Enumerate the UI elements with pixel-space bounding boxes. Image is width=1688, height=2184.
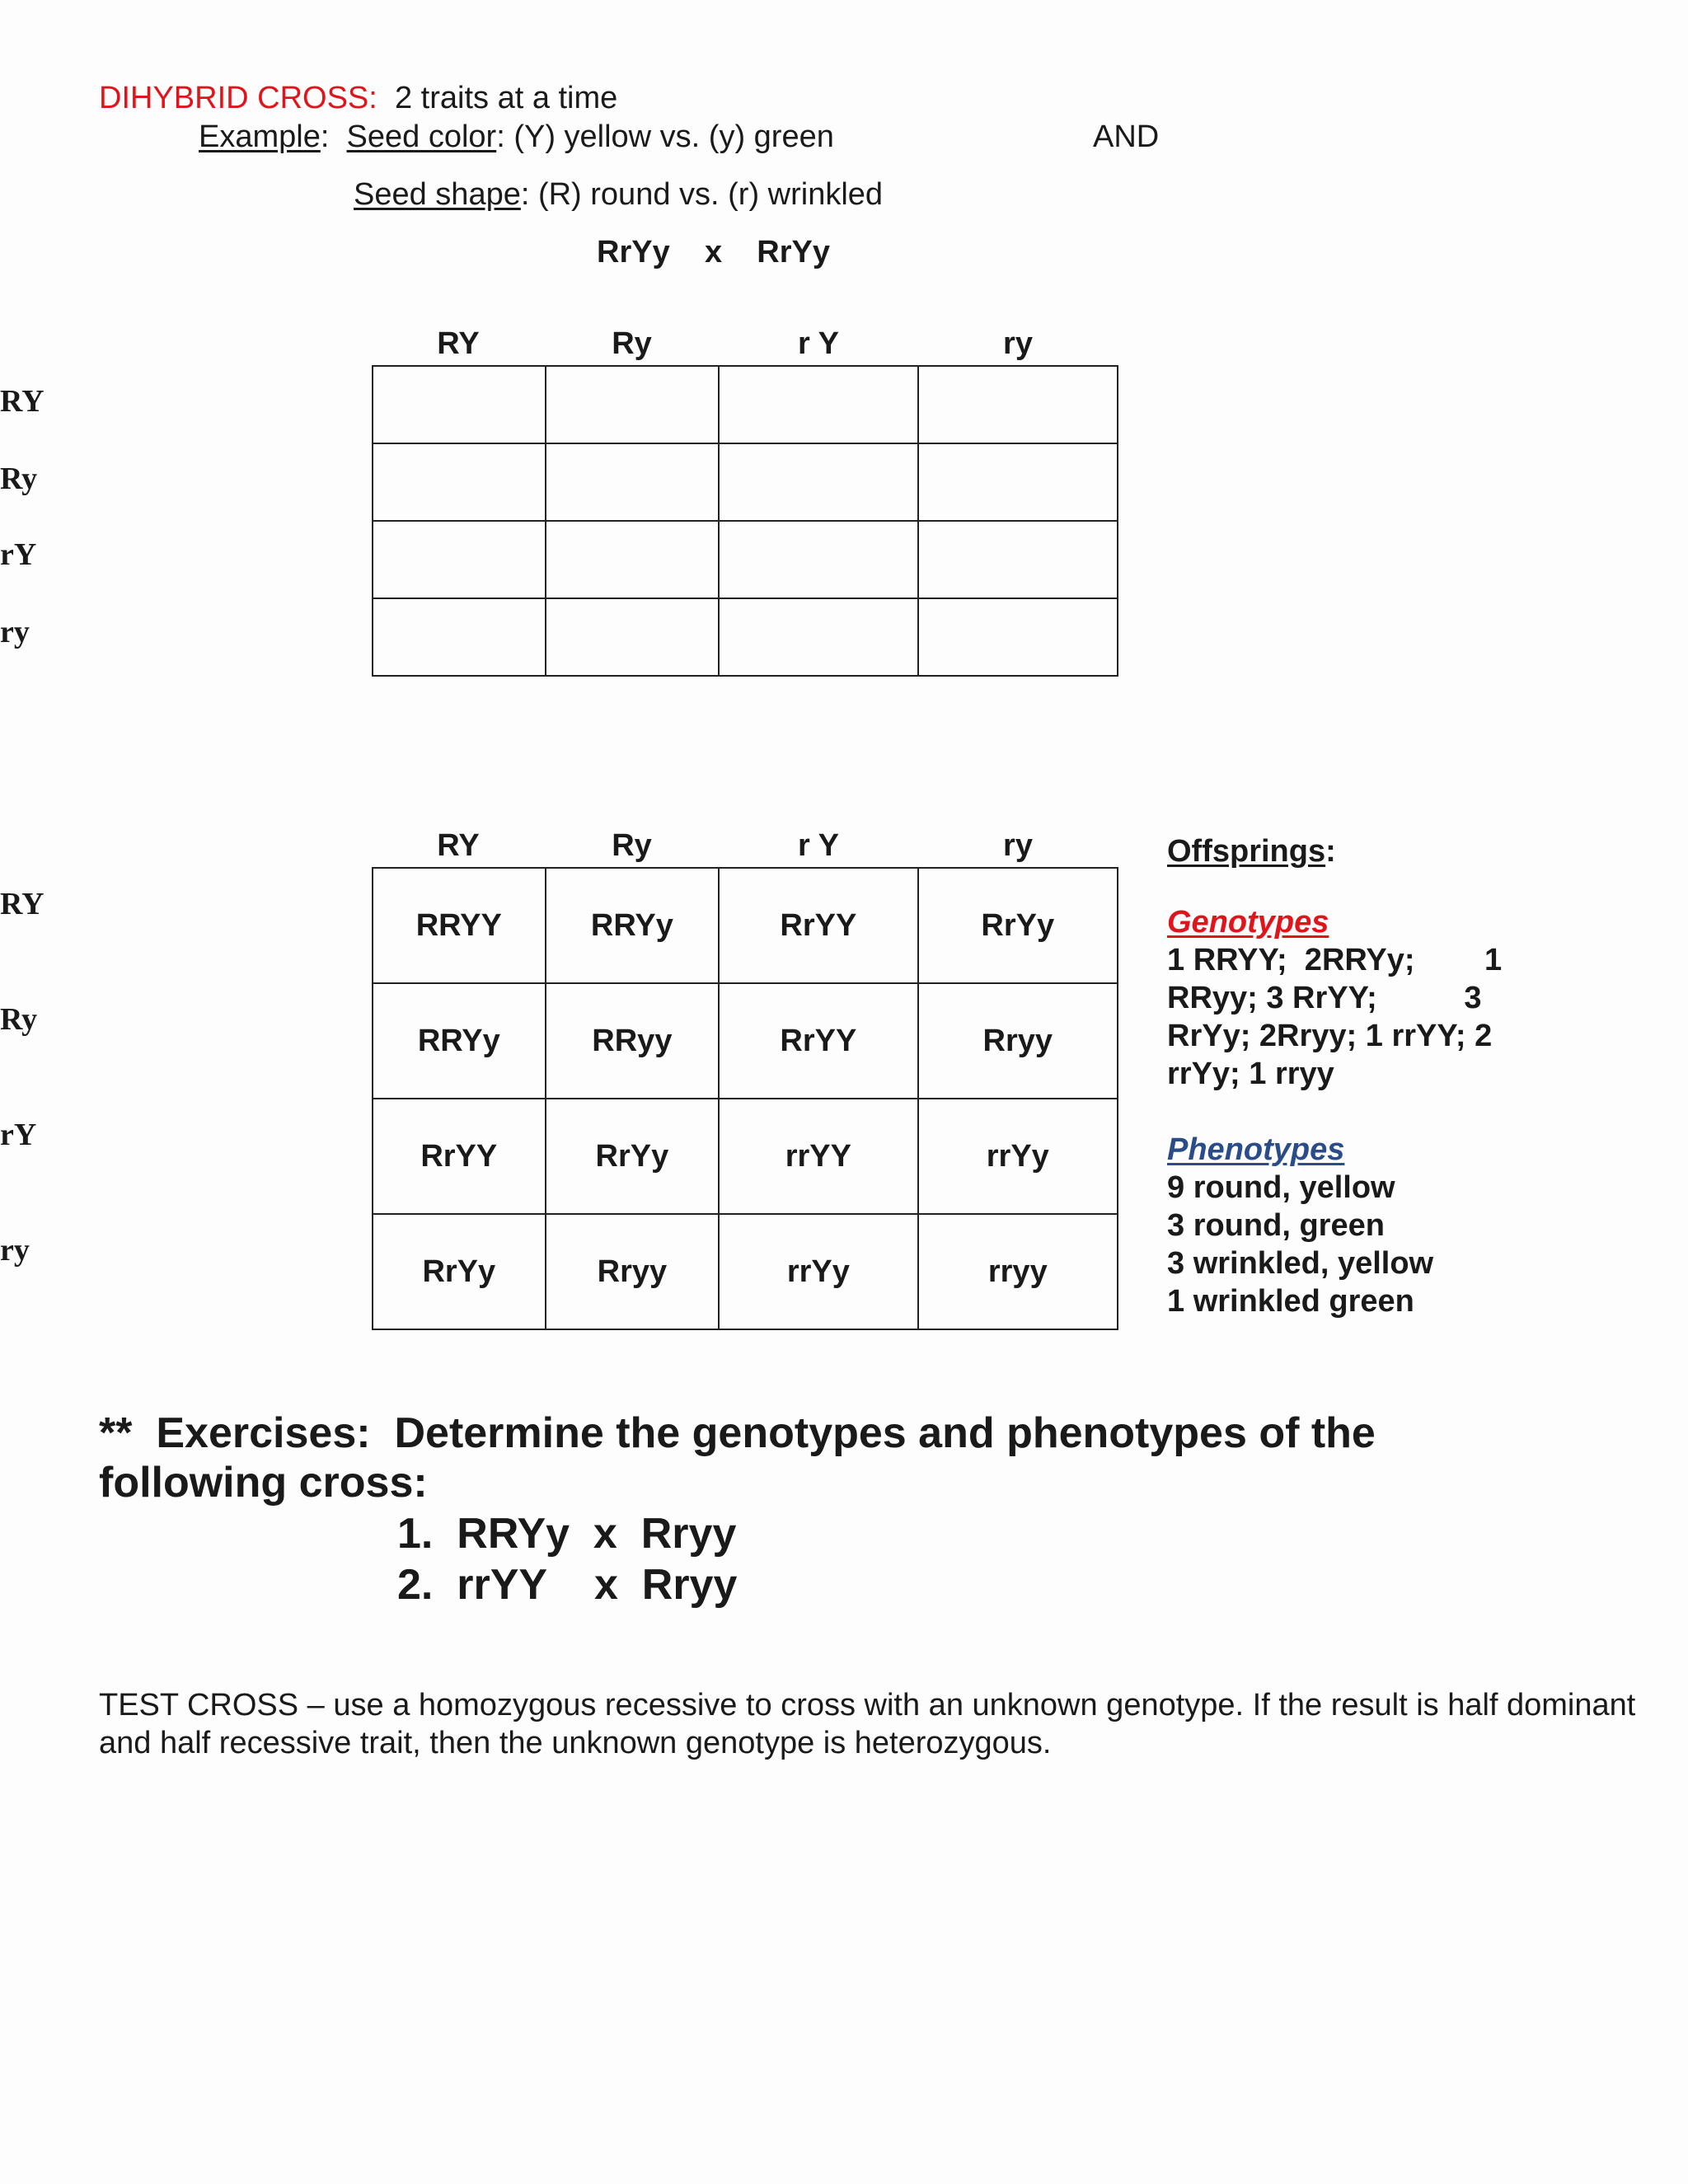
- phenotype-line: 1 wrinkled green: [1167, 1284, 1414, 1319]
- genotype-line: 1 RRYY; 2RRYy; 1: [1167, 943, 1503, 977]
- row-header: ry: [0, 615, 30, 649]
- seed-shape-text: : (R) round vs. (r) wrinkled: [520, 177, 884, 212]
- col-header: RY: [437, 828, 480, 863]
- col-header: RY: [437, 326, 480, 361]
- cross-label: RrYy x RrYy: [597, 235, 831, 269]
- row-header: Ry: [0, 1002, 38, 1037]
- exercise-item: 1. RRYy x Rryy: [397, 1510, 737, 1558]
- grid-cell: RRyy: [546, 983, 720, 1099]
- genotypes-heading: Genotypes: [1167, 905, 1329, 940]
- col-header: r Y: [797, 828, 839, 863]
- phenotype-line: 9 round, yellow: [1167, 1170, 1395, 1205]
- heading-line: [99, 79, 617, 117]
- phenotypes-heading: Phenotypes: [1167, 1132, 1345, 1167]
- genotype-line: RRyy; 3 RrYY; 3: [1167, 981, 1482, 1015]
- offspring-panel: [1167, 832, 1678, 1320]
- grid-cell: RRYy: [373, 983, 546, 1099]
- grid-cell[interactable]: [373, 598, 546, 676]
- grid-cell[interactable]: [546, 366, 720, 443]
- grid-cell[interactable]: [918, 521, 1118, 598]
- example-label: Example: [199, 120, 321, 154]
- grid-cell[interactable]: [719, 521, 917, 598]
- seed-color-label: Seed color: [346, 120, 497, 154]
- exercises-line-1: ** Exercises: Determine the genotypes and phenotypes of the: [99, 1409, 1376, 1457]
- grid-cell: rryy: [918, 1214, 1118, 1329]
- col-header: Ry: [612, 326, 652, 361]
- grid-cell[interactable]: [373, 366, 546, 443]
- grid-cell[interactable]: [719, 366, 917, 443]
- phenotype-line: 3 round, green: [1167, 1208, 1385, 1243]
- offspring-title: Offsprings:: [1167, 834, 1336, 869]
- row-header: RY: [0, 384, 45, 419]
- punnett-grid-blank: [372, 365, 1118, 677]
- grid-cell[interactable]: [719, 598, 917, 676]
- grid-cell[interactable]: [373, 443, 546, 521]
- grid-cell[interactable]: [546, 521, 720, 598]
- seed-color-text: : (Y) yellow vs. (y) green: [496, 120, 834, 154]
- grid-cell[interactable]: [918, 443, 1118, 521]
- seed-shape-line: [354, 176, 883, 213]
- grid-cell: rrYY: [719, 1099, 917, 1214]
- punnett-grid-filled: [372, 867, 1118, 1330]
- col-header: ry: [1003, 326, 1033, 361]
- grid-cell[interactable]: [546, 598, 720, 676]
- row-header: ry: [0, 1233, 30, 1268]
- col-header: ry: [1003, 828, 1033, 863]
- grid-cell[interactable]: [719, 443, 917, 521]
- grid-cell: Rryy: [546, 1214, 720, 1329]
- subtitle: 2 traits at a time: [394, 81, 618, 115]
- row-header: Ry: [0, 462, 38, 496]
- seed-shape-label: Seed shape: [354, 177, 521, 212]
- row-header: rY: [0, 537, 37, 572]
- grid-cell: RrYy: [546, 1099, 720, 1214]
- row-header: RY: [0, 887, 45, 921]
- grid-cell: RRYy: [546, 868, 720, 983]
- genotype-line: RrYy; 2Rryy; 1 rrYY; 2: [1167, 1019, 1493, 1053]
- exercises-line-2: following cross:: [99, 1459, 428, 1507]
- genotype-line: rrYy; 1 rryy: [1167, 1057, 1334, 1091]
- grid-cell: Rryy: [918, 983, 1118, 1099]
- grid-cell: RRYY: [373, 868, 546, 983]
- grid-cell: rrYy: [719, 1214, 917, 1329]
- grid-cell: rrYy: [918, 1099, 1118, 1214]
- exercise-item: 2. rrYY x Rryy: [397, 1561, 738, 1609]
- grid-cell[interactable]: [918, 366, 1118, 443]
- phenotype-line: 3 wrinkled, yellow: [1167, 1246, 1434, 1281]
- grid-cell[interactable]: [546, 443, 720, 521]
- grid-cell[interactable]: [373, 521, 546, 598]
- grid-cell: RrYY: [719, 983, 917, 1099]
- title-colon: :: [368, 81, 377, 115]
- grid-cell: RrYy: [373, 1214, 546, 1329]
- example-line: Example: Seed color: (Y) yellow vs. (y) green: [199, 120, 834, 154]
- row-header: rY: [0, 1118, 37, 1152]
- grid-cell[interactable]: [918, 598, 1118, 676]
- col-header: Ry: [612, 828, 652, 863]
- grid-cell: RrYY: [719, 868, 917, 983]
- grid-cell: RrYy: [918, 868, 1118, 983]
- title: DIHYBRID CROSS: [99, 81, 369, 115]
- grid-cell: RrYY: [373, 1099, 546, 1214]
- and-label: AND: [1093, 120, 1160, 154]
- test-cross-paragraph: TEST CROSS – use a homozygous recessive to cross with an unknown genotype. If the result is half dominant and half recessive trait, then the unknown genotype is heterozygous.: [99, 1688, 1636, 1760]
- col-header: r Y: [797, 326, 839, 361]
